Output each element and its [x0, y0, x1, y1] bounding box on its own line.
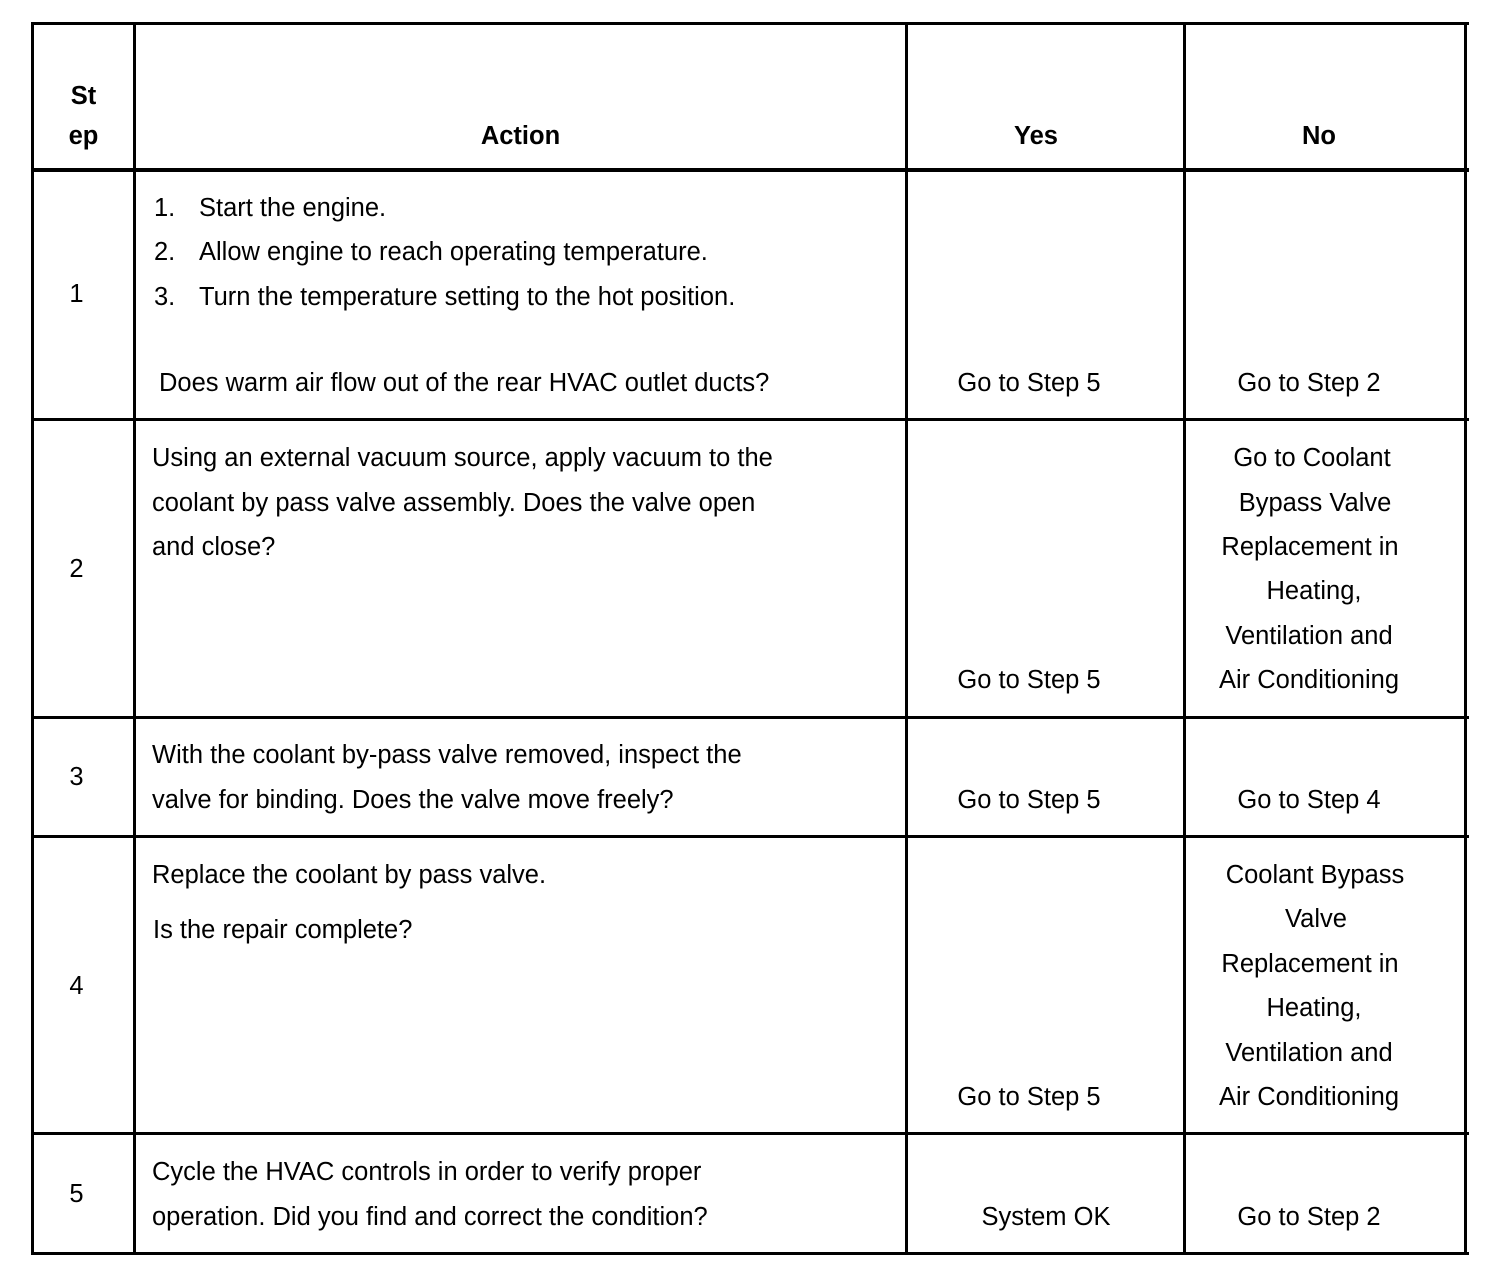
table-border-bottom — [31, 1252, 1469, 1255]
yes-result: System OK — [981, 1203, 1111, 1231]
no-result-line: Go to Coolant — [1233, 444, 1391, 472]
action-text-line: coolant by pass valve assembly. Does the valve open — [152, 489, 756, 517]
row-divider — [31, 716, 1469, 719]
header-no: No — [1302, 122, 1336, 150]
list-number: 1. — [154, 194, 176, 222]
no-result-line: Heating, — [1266, 577, 1362, 605]
yes-result: Go to Step 5 — [957, 786, 1101, 814]
no-result-line: Ventilation and — [1225, 622, 1393, 650]
no-result-line: Air Conditioning — [1218, 666, 1400, 694]
row-divider — [31, 1132, 1469, 1135]
step-number: 3 — [69, 763, 84, 791]
action-list-item: Start the engine. — [199, 194, 387, 222]
no-result-line: Air Conditioning — [1218, 1083, 1400, 1111]
step-number: 5 — [69, 1180, 84, 1208]
column-divider — [133, 22, 136, 1255]
header-divider — [31, 168, 1469, 172]
action-list-item: Allow engine to reach operating temperature. — [199, 238, 708, 266]
step-number: 4 — [69, 972, 84, 1000]
no-result: Go to Step 2 — [1237, 1203, 1381, 1231]
yes-result: Go to Step 5 — [957, 369, 1101, 397]
action-text-line: and close? — [152, 533, 276, 561]
action-text-line: valve for binding. Does the valve move freely? — [152, 786, 674, 814]
table-border-right — [1464, 22, 1467, 1255]
yes-result: Go to Step 5 — [957, 666, 1101, 694]
table-border-top — [31, 22, 1469, 25]
list-number: 3. — [154, 283, 176, 311]
no-result-line: Valve — [1285, 905, 1347, 933]
header-yes: Yes — [1014, 122, 1058, 150]
header-step-line1: St — [70, 82, 97, 110]
yes-result: Go to Step 5 — [957, 1083, 1101, 1111]
action-text-line: Is the repair complete? — [153, 916, 413, 944]
step-number: 1 — [69, 280, 84, 308]
header-action: Action — [480, 122, 561, 150]
action-question: Does warm air flow out of the rear HVAC outlet ducts? — [159, 369, 770, 397]
action-text-line: operation. Did you find and correct the condition? — [152, 1203, 708, 1231]
row-divider — [31, 418, 1469, 421]
no-result: Go to Step 2 — [1237, 369, 1381, 397]
action-text-line: With the coolant by-pass valve removed, inspect the — [152, 741, 742, 769]
column-divider — [905, 22, 908, 1255]
no-result-line: Heating, — [1266, 994, 1362, 1022]
header-step-line2: ep — [68, 122, 99, 150]
action-list-item: Turn the temperature setting to the hot position. — [199, 283, 736, 311]
no-result-line: Replacement in — [1221, 533, 1399, 561]
no-result-line: Coolant Bypass — [1225, 861, 1405, 889]
no-result-line: Bypass Valve — [1238, 489, 1392, 517]
table-border-left — [31, 22, 34, 1255]
no-result-line: Ventilation and — [1225, 1039, 1393, 1067]
action-text-line: Replace the coolant by pass valve. — [152, 861, 547, 889]
list-number: 2. — [154, 238, 176, 266]
no-result: Go to Step 4 — [1237, 786, 1381, 814]
action-text-line: Cycle the HVAC controls in order to verify proper — [152, 1158, 702, 1186]
action-text-line: Using an external vacuum source, apply vacuum to the — [152, 444, 773, 472]
row-divider — [31, 835, 1469, 838]
step-number: 2 — [69, 555, 84, 583]
no-result-line: Replacement in — [1221, 950, 1399, 978]
